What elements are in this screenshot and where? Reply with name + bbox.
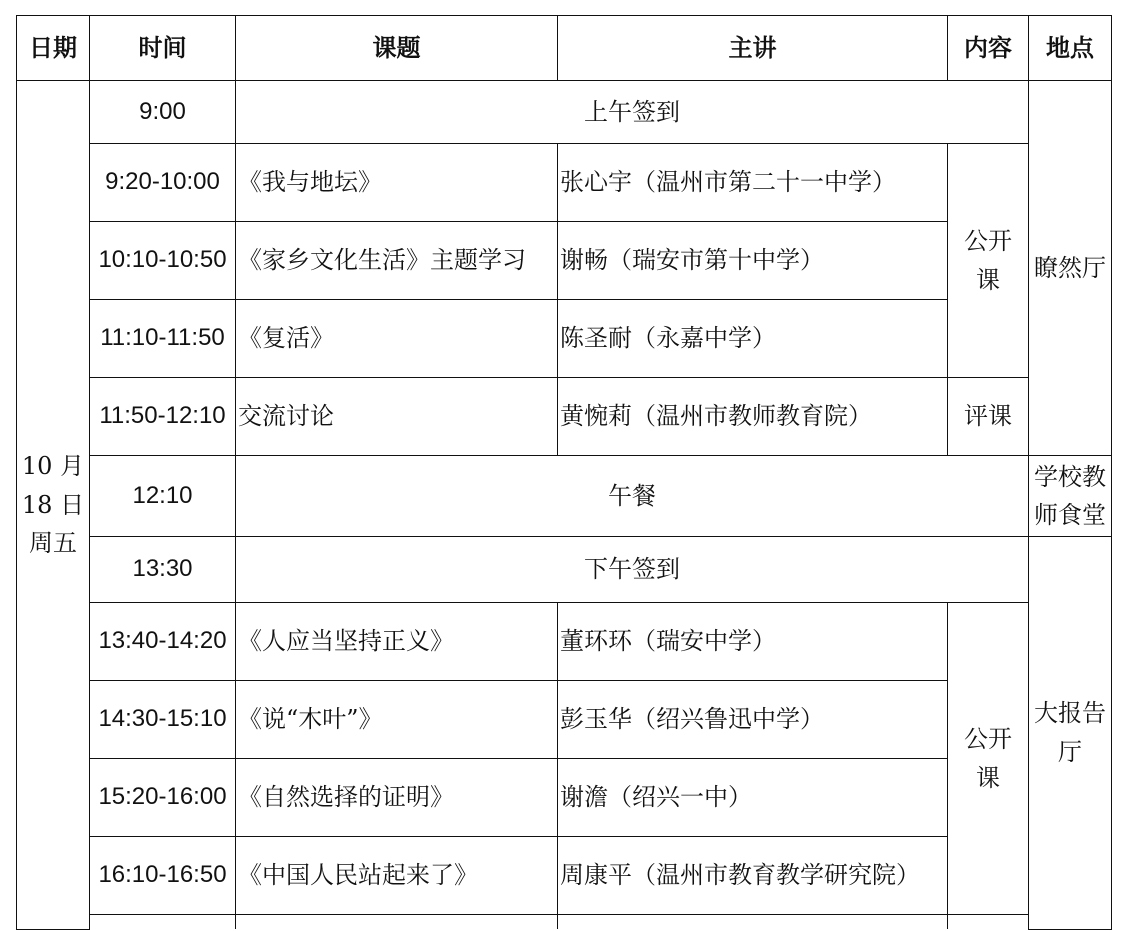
header-row: [17, 16, 1112, 81]
time-cell: 16:10-16:50: [90, 837, 236, 915]
speaker-cell: 周康平（温州市教育教学研究院）: [558, 837, 948, 915]
place-afternoon: [1029, 537, 1112, 930]
speaker-cell: 陈圣耐（永嘉中学）: [558, 300, 948, 378]
speaker-cell: 董环环（瑞安中学）: [558, 603, 948, 681]
place-afternoon-text: 大报告厅: [1034, 699, 1106, 766]
topic-cell: 《说“木叶”》: [236, 681, 558, 759]
speaker-cell: 张心宇（温州市第二十一中学）: [558, 144, 948, 222]
time-cell: 14:30-15:10: [90, 681, 236, 759]
speaker-cell: 谢畅（瑞安市第十中学）: [558, 222, 948, 300]
table-row: [17, 300, 1112, 378]
table-row: [17, 144, 1112, 222]
speaker-cell: 谢澹（绍兴一中）: [558, 759, 948, 837]
content-morning: [948, 144, 1029, 378]
topic-cell: 《中国人民站起来了》: [236, 837, 558, 915]
time-cell: 12:10: [90, 456, 236, 537]
empty-cell: [236, 915, 558, 930]
time-cell: 10:10-10:50: [90, 222, 236, 300]
table-row: [17, 456, 1112, 537]
topic-cell: 交流讨论: [236, 378, 558, 456]
time-cell: 13:40-14:20: [90, 603, 236, 681]
table-row-continuation: [17, 915, 1112, 930]
topic-cell: 《复活》: [236, 300, 558, 378]
content-cell: 评课: [948, 378, 1029, 456]
date-weekday: 周五: [29, 528, 77, 557]
header-speaker: 主讲: [558, 16, 948, 81]
schedule-table: [16, 15, 1112, 930]
table-row: [17, 378, 1112, 456]
header-time: 时间: [90, 16, 236, 81]
content-morning-text: 公开课: [964, 227, 1012, 294]
lunch-cell: 午餐: [236, 456, 1029, 537]
date-month: 10 月: [21, 452, 85, 481]
speaker-cell: 黄惋莉（温州市教师教育院）: [558, 378, 948, 456]
header-place: 地点: [1029, 16, 1112, 81]
checkin-morning: 上午签到: [236, 81, 1029, 144]
table-row: [17, 759, 1112, 837]
time-cell: 15:20-16:00: [90, 759, 236, 837]
time-cell: 9:00: [90, 81, 236, 144]
date-day: 18 日: [21, 490, 85, 519]
content-afternoon-text: 公开课: [964, 725, 1012, 792]
empty-cell: [948, 915, 1029, 930]
time-cell: 11:50-12:10: [90, 378, 236, 456]
table-row: [17, 603, 1112, 681]
place-lunch-text: 学校教师食堂: [1034, 462, 1106, 529]
date-cell: [17, 81, 90, 930]
table-row: [17, 537, 1112, 603]
content-afternoon: [948, 603, 1029, 915]
speaker-cell: 彭玉华（绍兴鲁迅中学）: [558, 681, 948, 759]
table-row: [17, 681, 1112, 759]
place-morning: 瞭然厅: [1029, 81, 1112, 456]
header-topic: 课题: [236, 16, 558, 81]
table-row: [17, 222, 1112, 300]
checkin-afternoon: 下午签到: [236, 537, 1029, 603]
table-row: [17, 837, 1112, 915]
topic-cell: 《自然选择的证明》: [236, 759, 558, 837]
time-cell: 11:10-11:50: [90, 300, 236, 378]
topic-cell: 《家乡文化生活》主题学习: [236, 222, 558, 300]
topic-cell: 《我与地坛》: [236, 144, 558, 222]
header-date: 日期: [17, 16, 90, 81]
time-cell: 13:30: [90, 537, 236, 603]
place-lunch: [1029, 456, 1112, 537]
time-cell: 9:20-10:00: [90, 144, 236, 222]
header-content: 内容: [948, 16, 1029, 81]
topic-cell: 《人应当坚持正义》: [236, 603, 558, 681]
empty-cell: [90, 915, 236, 930]
table-row: [17, 81, 1112, 144]
empty-cell: [558, 915, 948, 930]
